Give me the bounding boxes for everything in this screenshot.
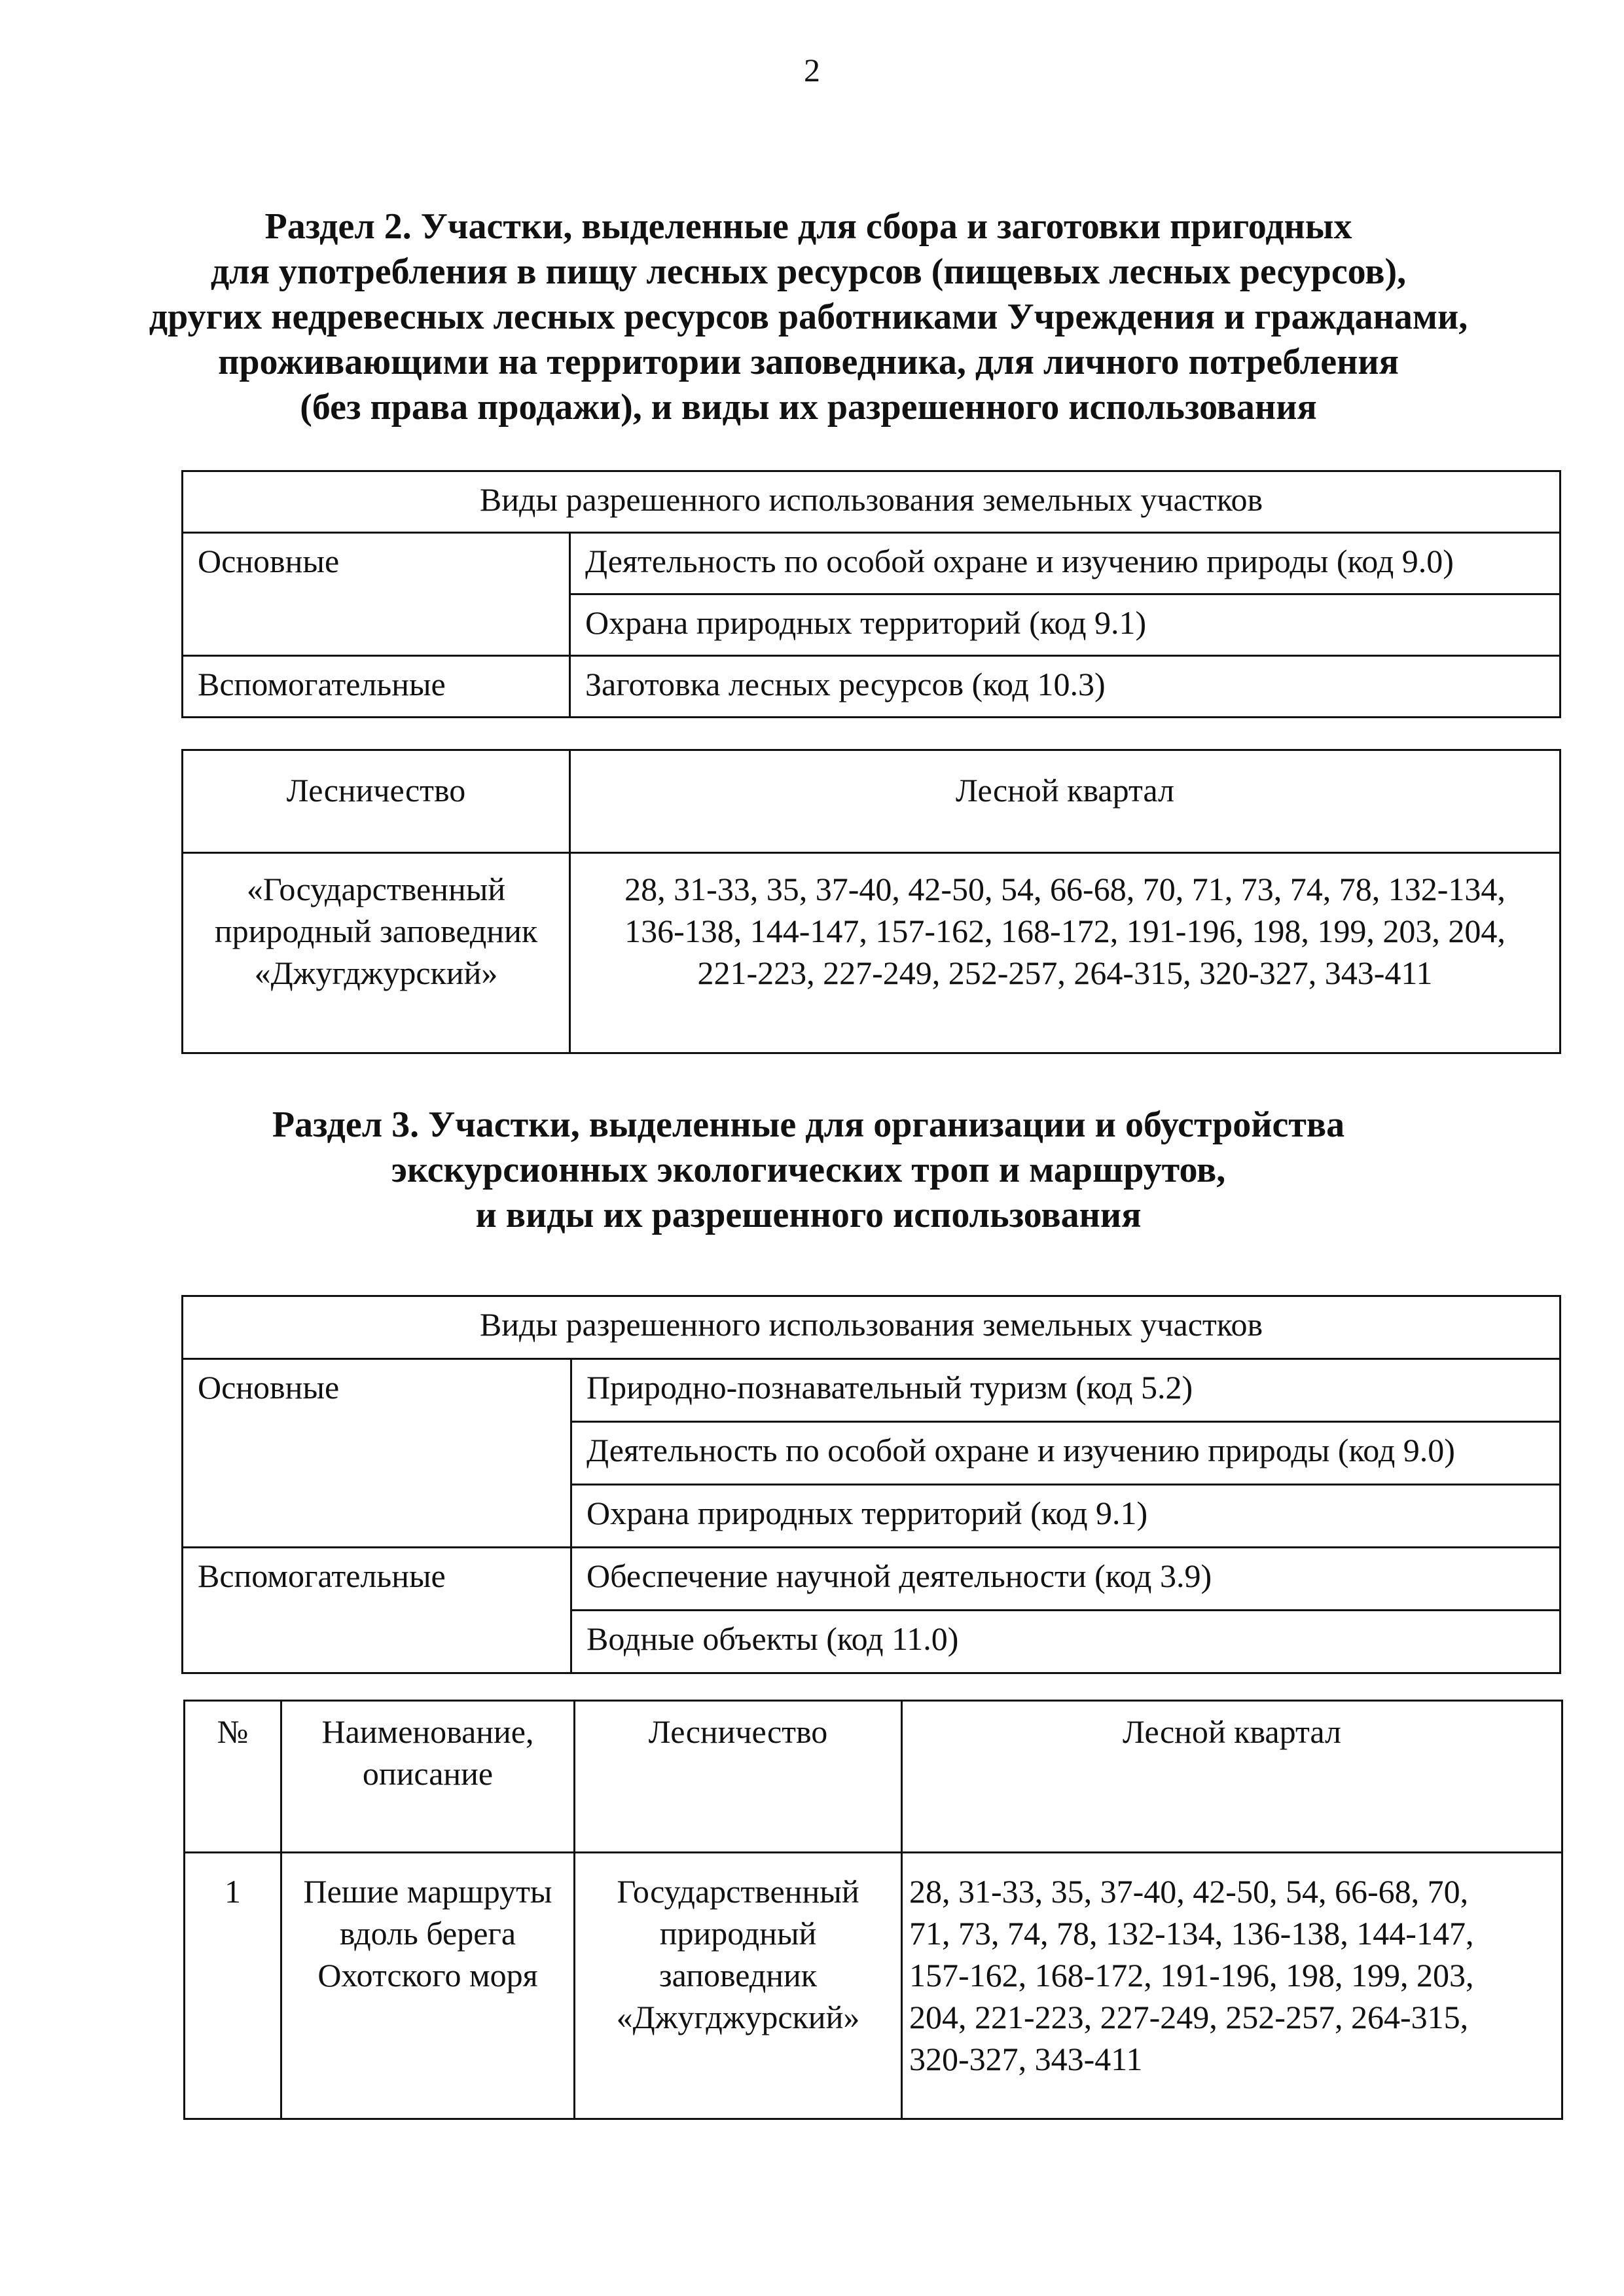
forestry-line: природный заповедник — [214, 913, 538, 949]
aux-use-item: Обеспечение научной деятельности (код 3.9) — [571, 1548, 1561, 1611]
quarter-line: 221-223, 227-249, 252-257, 264-315, 320-327, 343-411 — [697, 955, 1433, 991]
col-num-header: № — [185, 1701, 281, 1853]
col-forestry-header: Лесничество — [183, 750, 570, 853]
route-quarter-line: 157-162, 168-172, 191-196, 198, 199, 203, — [909, 1957, 1474, 1994]
quarter-line: 136-138, 144-147, 157-162, 168-172, 191-196, 198, 199, 203, 204, — [624, 913, 1506, 949]
col-quarter-header: Лесной квартал — [570, 750, 1561, 853]
main-uses-label: Основные — [183, 1359, 571, 1548]
heading-line: Раздел 3. Участки, выделенные для организации и обустройства — [272, 1104, 1345, 1145]
main-use-item: Природно-познавательный туризм (код 5.2) — [571, 1359, 1561, 1422]
route-quarter-line: 204, 221-223, 227-249, 252-257, 264-315, — [909, 1999, 1469, 2035]
heading-line: и виды их разрешенного использования — [475, 1195, 1142, 1235]
quarter-cell — [570, 853, 1561, 1053]
route-name — [281, 1853, 575, 2119]
route-name-line: вдоль берега — [339, 1915, 516, 1952]
section3-uses-table — [181, 1295, 1561, 1674]
col-name-header — [281, 1701, 575, 1853]
aux-use-item: Заготовка лесных ресурсов (код 10.3) — [570, 656, 1561, 718]
heading-line: проживающими на территории заповедника, для личного потребления — [218, 342, 1399, 382]
route-forestry-line: «Джугджурский» — [616, 1999, 860, 2035]
forestry-cell — [183, 853, 570, 1053]
route-forestry — [575, 1853, 902, 2119]
col-forestry-header: Лесничество — [575, 1701, 902, 1853]
aux-uses-label: Вспомогательные — [183, 1548, 571, 1673]
aux-use-item: Водные объекты (код 11.0) — [571, 1611, 1561, 1673]
aux-uses-label: Вспомогательные — [183, 656, 570, 718]
main-use-item: Деятельность по особой охране и изучению природы (код 9.0) — [571, 1422, 1561, 1485]
route-forestry-line: природный — [659, 1915, 817, 1952]
route-name-line: Охотского моря — [317, 1957, 538, 1994]
main-use-item: Охрана природных территорий (код 9.1) — [571, 1485, 1561, 1548]
main-use-item: Охрана природных территорий (код 9.1) — [570, 594, 1561, 656]
forestry-line: «Джугджурский» — [254, 955, 498, 991]
route-forestry-line: заповедник — [659, 1957, 818, 1994]
section2-heading — [105, 204, 1512, 430]
heading-line: для употребления в пищу лесных ресурсов (пищевых лесных ресурсов), — [210, 251, 1407, 292]
route-quarter — [902, 1853, 1562, 2119]
main-use-item: Деятельность по особой охране и изучению природы (код 9.0) — [570, 533, 1561, 594]
page-number: 2 — [804, 52, 820, 88]
main-uses-label: Основные — [183, 533, 570, 656]
uses-table-header: Виды разрешенного использования земельных участков — [183, 471, 1561, 533]
col-name-line: описание — [362, 1755, 494, 1792]
section3-routes-table — [183, 1700, 1563, 2120]
route-quarter-line: 320-327, 343-411 — [909, 2041, 1143, 2077]
route-forestry-line: Государственный — [617, 1873, 859, 1910]
heading-line: других недревесных лесных ресурсов работниками Учреждения и гражданами, — [149, 297, 1468, 337]
heading-line: (без права продажи), и виды их разрешенного использования — [300, 387, 1317, 428]
forestry-line: «Государственный — [246, 871, 506, 907]
route-quarter-line: 28, 31-33, 35, 37-40, 42-50, 54, 66-68, 70, — [909, 1873, 1469, 1910]
section2-uses-table — [181, 470, 1561, 718]
heading-line: Раздел 2. Участки, выделенные для сбора и заготовки пригодных — [264, 206, 1352, 247]
quarter-line: 28, 31-33, 35, 37-40, 42-50, 54, 66-68, 70, 71, 73, 74, 78, 132-134, — [624, 871, 1506, 907]
uses-table-header: Виды разрешенного использования земельных участков — [183, 1296, 1561, 1359]
route-quarter-line: 71, 73, 74, 78, 132-134, 136-138, 144-147, — [909, 1915, 1474, 1952]
heading-line: экскурсионных экологических троп и маршрутов, — [391, 1150, 1226, 1190]
col-quarter-header: Лесной квартал — [902, 1701, 1562, 1853]
section2-forest-table — [181, 749, 1561, 1054]
col-name-line: Наименование, — [321, 1713, 534, 1750]
route-name-line: Пешие маршруты — [303, 1873, 552, 1910]
section3-heading — [105, 1102, 1512, 1238]
route-num: 1 — [185, 1853, 281, 2119]
